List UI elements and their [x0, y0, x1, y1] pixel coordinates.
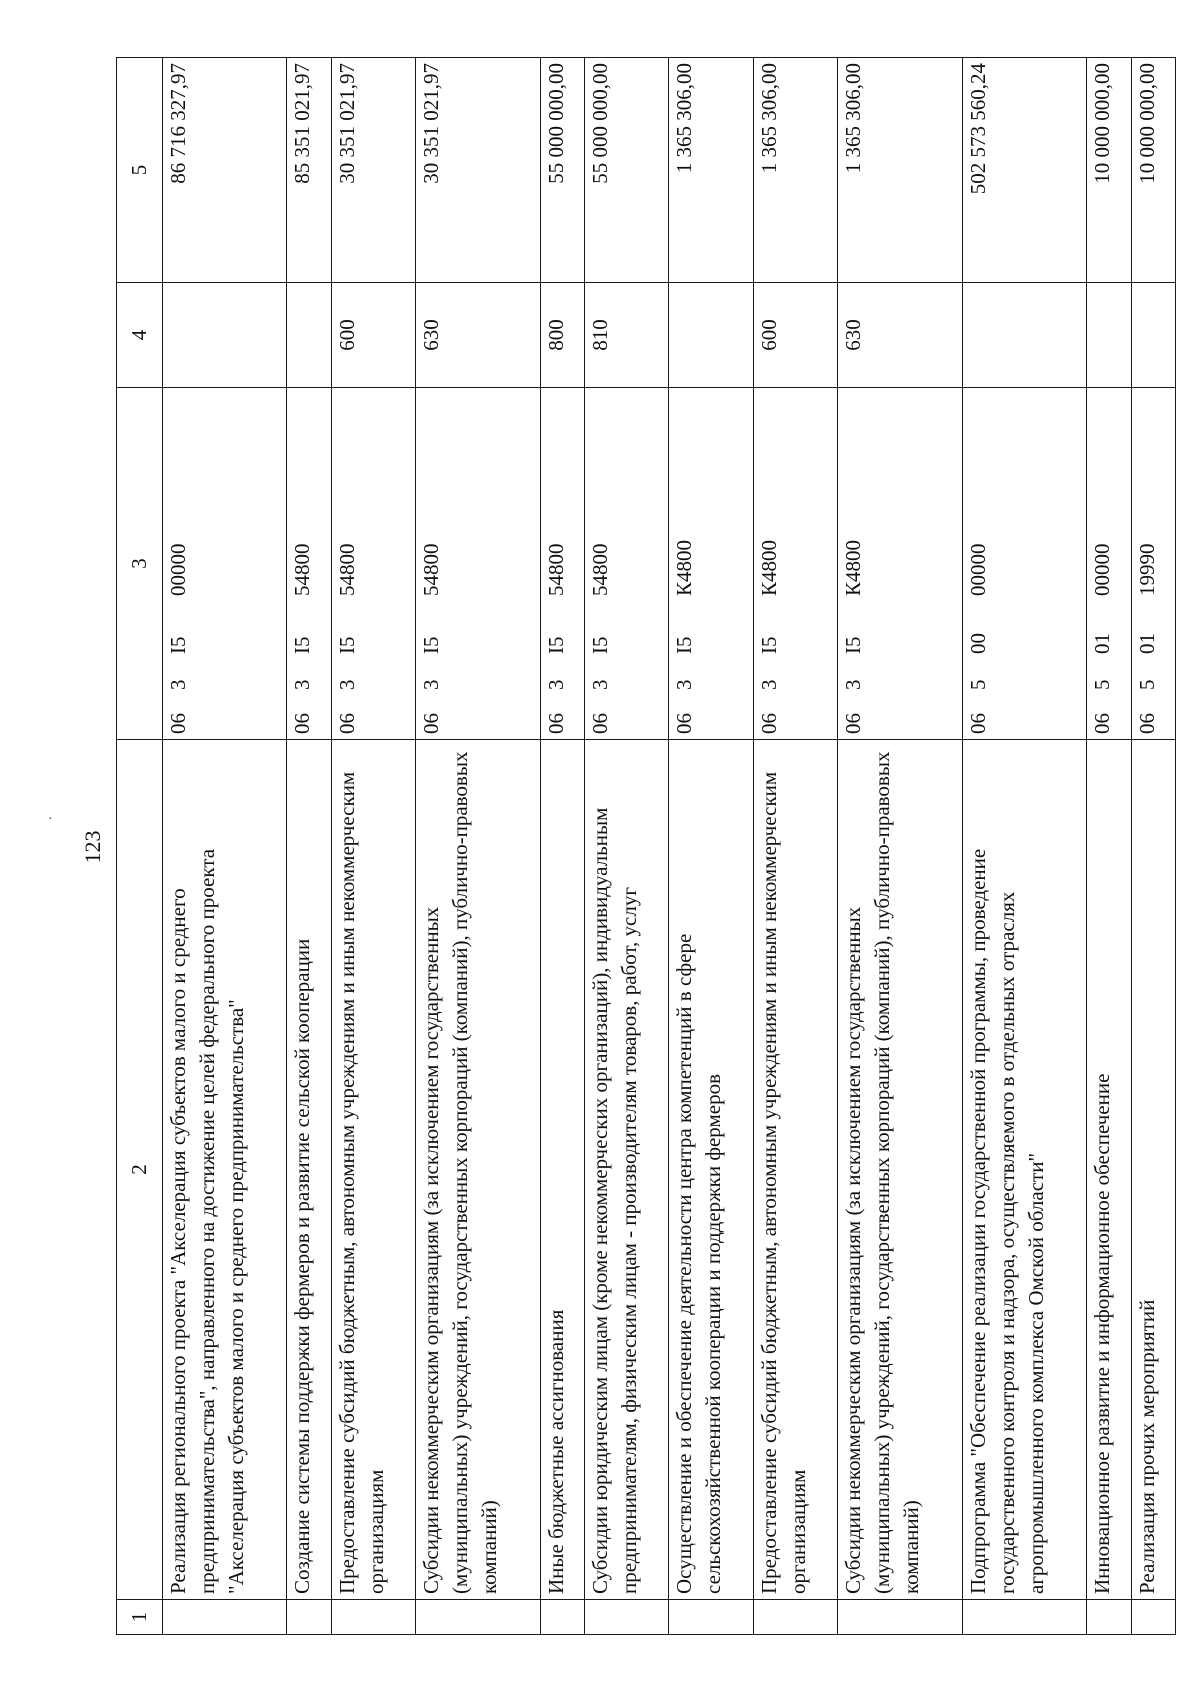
scan-mark: ·	[48, 812, 53, 827]
code-part: 19990	[1134, 543, 1159, 596]
row-description: Подпрограмма "Обеспечение реализации государственной программы, проведение государственного контроля и надзора, осуществляемого в отдельных отраслях агропромышленного комплекса Омской области"	[962, 740, 1087, 1600]
code-part: 06	[334, 713, 359, 734]
code-part: 3	[419, 679, 444, 690]
code-parts	[1088, 393, 1117, 734]
row-expense-type	[287, 283, 331, 388]
row-amount: 1 365 306,00	[669, 58, 753, 283]
code-parts	[164, 393, 193, 734]
code-part: 3	[841, 679, 866, 690]
row-expense-type	[1087, 283, 1131, 388]
row-col-1	[1131, 1600, 1175, 1635]
table-row	[287, 58, 331, 1635]
code-part: 54800	[334, 543, 359, 596]
code-part: I5	[841, 636, 866, 654]
row-expense-type: 810	[584, 283, 668, 388]
row-amount: 30 351 021,97	[331, 58, 415, 283]
row-col-1	[962, 1600, 1087, 1635]
row-description: Субсидии юридическим лицам (кроме некоммерческих организаций), индивидуальным предпринимателям, физическим лицам - производителям товаров, работ, услуг	[584, 740, 668, 1600]
header-col-4: 4	[117, 283, 163, 388]
row-code	[669, 388, 753, 740]
code-part: 06	[290, 713, 315, 734]
code-part: 00000	[965, 543, 990, 596]
code-part: 06	[165, 713, 190, 734]
row-amount: 55 000 000,00	[540, 58, 584, 283]
row-code	[753, 388, 837, 740]
row-code	[331, 388, 415, 740]
code-part: 3	[587, 679, 612, 690]
row-description: Создание системы поддержки фермеров и развитие сельской кооперации	[287, 740, 331, 1600]
row-col-1	[416, 1600, 541, 1635]
table-header-row	[117, 58, 163, 1635]
code-part: 3	[165, 679, 190, 690]
row-col-1	[540, 1600, 584, 1635]
row-amount: 502 573 560,24	[962, 58, 1087, 283]
row-description: Инновационное развитие и информационное обеспечение	[1087, 740, 1131, 1600]
code-part: 54800	[587, 543, 612, 596]
code-part: 54800	[290, 543, 315, 596]
row-code	[1131, 388, 1175, 740]
row-expense-type: 630	[838, 283, 963, 388]
code-part: 06	[1090, 713, 1115, 734]
code-part: I5	[334, 636, 359, 654]
code-part: 3	[290, 679, 315, 690]
code-parts	[542, 393, 571, 734]
row-expense-type	[962, 283, 1087, 388]
page-number: 123	[80, 830, 105, 864]
row-code	[540, 388, 584, 740]
header-col-5: 5	[117, 58, 163, 283]
code-part: 06	[543, 713, 568, 734]
code-part: I5	[290, 636, 315, 654]
row-amount: 10 000 000,00	[1131, 58, 1175, 283]
row-amount: 30 351 021,97	[416, 58, 541, 283]
code-part: 54800	[543, 543, 568, 596]
code-part: 06	[672, 713, 697, 734]
code-part: 06	[587, 713, 612, 734]
code-part: 3	[756, 679, 781, 690]
table-row	[1087, 58, 1131, 1635]
row-col-1	[287, 1600, 331, 1635]
row-description: Субсидии некоммерческим организациям (за исключением государственных (муниципальных) учреждений, государственных корпораций (компаний), публично-правовых компаний)	[838, 740, 963, 1600]
code-part: К4800	[756, 539, 781, 596]
code-part: 3	[672, 679, 697, 690]
code-part: 3	[334, 679, 359, 690]
row-code	[838, 388, 963, 740]
code-part: I5	[672, 636, 697, 654]
row-code	[962, 388, 1087, 740]
row-col-1	[838, 1600, 963, 1635]
row-expense-type	[669, 283, 753, 388]
header-col-1: 1	[117, 1600, 163, 1635]
row-expense-type: 600	[753, 283, 837, 388]
code-parts	[1133, 393, 1162, 734]
code-part: 00000	[1090, 543, 1115, 596]
header-col-2: 2	[117, 740, 163, 1600]
row-description: Осуществление и обеспечение деятельности центра компетенций в сфере сельскохозяйственной кооперации и поддержки фермеров	[669, 740, 753, 1600]
table-row	[1131, 58, 1175, 1635]
code-part: I5	[756, 636, 781, 654]
row-code	[584, 388, 668, 740]
row-code	[287, 388, 331, 740]
table-row	[416, 58, 541, 1635]
table-body	[162, 58, 1175, 1635]
code-parts	[586, 393, 615, 734]
row-expense-type	[1131, 283, 1175, 388]
code-part: 3	[543, 679, 568, 690]
code-part: 5	[965, 679, 990, 690]
row-expense-type	[162, 283, 287, 388]
code-part: 00	[965, 633, 990, 654]
budget-table	[116, 57, 1176, 1635]
code-parts	[670, 393, 699, 734]
row-amount: 1 365 306,00	[838, 58, 963, 283]
row-col-1	[669, 1600, 753, 1635]
row-description: Субсидии некоммерческим организациям (за исключением государственных (муниципальных) учреждений, государственных корпораций (компаний), публично-правовых компаний)	[416, 740, 541, 1600]
row-description: Предоставление субсидий бюджетным, автономным учреждениям и иным некоммерческим организациям	[331, 740, 415, 1600]
code-part: I5	[587, 636, 612, 654]
row-col-1	[584, 1600, 668, 1635]
table-row	[753, 58, 837, 1635]
code-part: 00000	[165, 543, 190, 596]
table-row	[838, 58, 963, 1635]
code-part: 5	[1134, 679, 1159, 690]
row-amount: 86 716 327,97	[162, 58, 287, 283]
row-amount: 1 365 306,00	[753, 58, 837, 283]
code-part: 5	[1090, 679, 1115, 690]
code-part: I5	[165, 636, 190, 654]
row-col-1	[162, 1600, 287, 1635]
code-parts	[333, 393, 362, 734]
code-parts	[839, 393, 868, 734]
row-description: Предоставление субсидий бюджетным, автономным учреждениям и иным некоммерческим организациям	[753, 740, 837, 1600]
table-row	[540, 58, 584, 1635]
header-col-3: 3	[117, 388, 163, 740]
code-part: I5	[543, 636, 568, 654]
row-col-1	[753, 1600, 837, 1635]
table-row	[584, 58, 668, 1635]
code-part: 01	[1090, 633, 1115, 654]
row-code	[1087, 388, 1131, 740]
code-parts	[755, 393, 784, 734]
row-description: Реализация прочих мероприятий	[1131, 740, 1175, 1600]
code-part: I5	[419, 636, 444, 654]
row-expense-type: 630	[416, 283, 541, 388]
code-part: 54800	[419, 543, 444, 596]
row-code	[162, 388, 287, 740]
code-part: 06	[841, 713, 866, 734]
row-expense-type: 800	[540, 283, 584, 388]
row-amount: 85 351 021,97	[287, 58, 331, 283]
row-description: Реализация регионального проекта "Акселерация субъектов малого и среднего предпринимательства", направленного на достижение целей федерального проекта "Акселерация субъектов малого и среднего предпринимательства"	[162, 740, 287, 1600]
code-parts	[288, 393, 317, 734]
code-part: 06	[1134, 713, 1159, 734]
budget-table-rotated	[116, 58, 1176, 1635]
row-expense-type: 600	[331, 283, 415, 388]
row-amount: 55 000 000,00	[584, 58, 668, 283]
code-part: К4800	[672, 539, 697, 596]
row-col-1	[331, 1600, 415, 1635]
row-amount: 10 000 000,00	[1087, 58, 1131, 283]
table-row	[331, 58, 415, 1635]
row-description: Иные бюджетные ассигнования	[540, 740, 584, 1600]
code-parts	[964, 393, 993, 734]
code-parts	[417, 393, 446, 734]
code-part: 06	[756, 713, 781, 734]
row-col-1	[1087, 1600, 1131, 1635]
table-row	[962, 58, 1087, 1635]
table-row	[162, 58, 287, 1635]
table-row	[669, 58, 753, 1635]
code-part: К4800	[841, 539, 866, 596]
code-part: 06	[965, 713, 990, 734]
row-code	[416, 388, 541, 740]
code-part: 01	[1134, 633, 1159, 654]
code-part: 06	[419, 713, 444, 734]
